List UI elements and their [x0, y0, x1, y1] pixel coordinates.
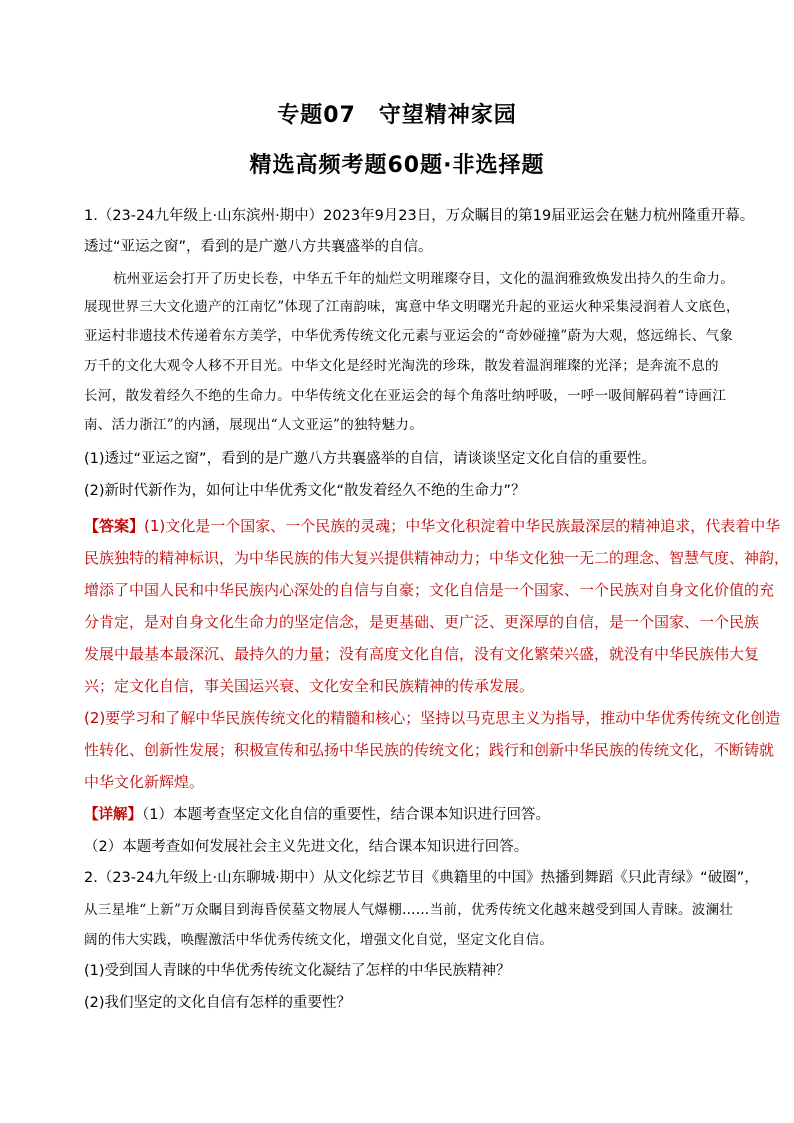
answer-line: 分肯定，是对自身文化生命力的坚定信念，是更基础、更广泛、更深厚的自信，是一个国家、一个民族 [84, 613, 760, 631]
sub-question: (2)我们坚定的文化自信有怎样的重要性？ [84, 995, 352, 1011]
detail-line: （2）本题考查如何发展社会主义先进文化，结合课本知识进行回答。 [84, 839, 529, 855]
answer-line: 民族独特的精神标识，为中华民族的伟大复兴提供精神动力；中华文化独一无二的理念、智慧气度、神韵， [84, 549, 790, 567]
sub-question: (1)受到国人青睐的中华优秀传统文化凝结了怎样的中华民族精神？ [84, 963, 511, 979]
answer-tag: 【答案】 [84, 517, 145, 535]
material-line: 从三星堆“上新”万众瞩目到海昏侯墓文物展人气爆棚……当前，优秀传统文化越来越受到国人青睐。波澜壮 [84, 902, 734, 918]
question-1-stem: 1.（23-24九年级上·山东滨州·期中）2023年9月23日，万众瞩目的第19届亚运会在魅力杭州隆重开幕。 [84, 208, 755, 224]
answer-line [84, 515, 780, 537]
answer-line: 中华文化新辉煌。 [84, 773, 205, 791]
answer-line: (2)要学习和了解中华民族传统文化的精髓和核心；坚持以马克思主义为指导，推动中华优秀传统文化创造 [84, 709, 781, 727]
answer-line: 发展中最基本最深沉、最持久的力量；没有高度文化自信，没有文化繁荣兴盛，就没有中华民族伟大复 [84, 645, 760, 663]
material-line: 万千的文化大观令人移不开目光。中华文化是经时光淘洗的珍珠，散发着温润璀璨的光泽；是奔流不息的 [84, 358, 719, 374]
material-line: 长河，散发着经久不绝的生命力。中华传统文化在亚运会的每个角落吐纳呼吸，一呼一吸间解码着“诗画江 [84, 388, 726, 404]
answer-text: (1)文化是一个国家、一个民族的灵魂；中华文化积淀着中华民族最深层的精神追求，代表着中华 [144, 517, 781, 535]
page-title: 专题07 守望精神家园 [277, 103, 517, 128]
question-2-stem: 2.（23-24九年级上·山东聊城·期中）从文化综艺节目《典籍里的中国》热播到舞蹈《只此青绿》“破圈”， [84, 870, 759, 886]
sub-question: (1)透过“亚运之窗”，看到的是广邀八方共襄盛举的自信，请谈谈坚定文化自信的重要性。 [84, 451, 657, 467]
material-line: 杭州亚运会打开了历史长卷，中华五千年的灿烂文明璀璨夺目，文化的温润雅致焕发出持久的生命力。 [113, 271, 734, 287]
question-1-stem-cont: 透过“亚运之窗”，看到的是广邀八方共襄盛举的自信。 [84, 239, 433, 255]
material-line: 亚运村非遗技术传递着东方美学，中华优秀传统文化元素与亚运会的“奇妙碰撞”蔚为大观，悠远绵长、气象 [84, 328, 734, 344]
answer-line: 兴；定文化自信，事关国运兴衰、文化安全和民族精神的传承发展。 [84, 677, 535, 695]
detail-text: （1）本题考查坚定文化自信的重要性，结合课本知识进行回答。 [142, 807, 550, 823]
page-subtitle: 精选高频考题60题·非选择题 [249, 153, 545, 178]
sub-question: (2)新时代新作为，如何让中华优秀文化“散发着经久不绝的生命力”？ [84, 483, 526, 499]
answer-line: 增添了中国人民和中华民族内心深处的自信与自豪；文化自信是一个国家、一个民族对自身文化价值的充 [84, 581, 775, 599]
material-line: 阔的伟大实践，唤醒激活中华优秀传统文化，增强文化自觉，坚定文化自信。 [84, 932, 554, 948]
detail-line [84, 804, 550, 826]
answer-line: 性转化、创新性发展；积极宣传和弘扬中华民族的传统文化；践行和创新中华民族的传统文化，不断铸就 [84, 741, 775, 759]
material-line: 南、活力浙江”的内涵，展现出“人文亚运”的独特魅力。 [84, 417, 424, 433]
material-line: 展现世界三大文化遗产的江南忆”体现了江南韵味，寓意中华文明曙光升起的亚运火种采集浸润着人文底色， [84, 299, 740, 315]
detail-tag: 【详解】 [84, 807, 142, 823]
